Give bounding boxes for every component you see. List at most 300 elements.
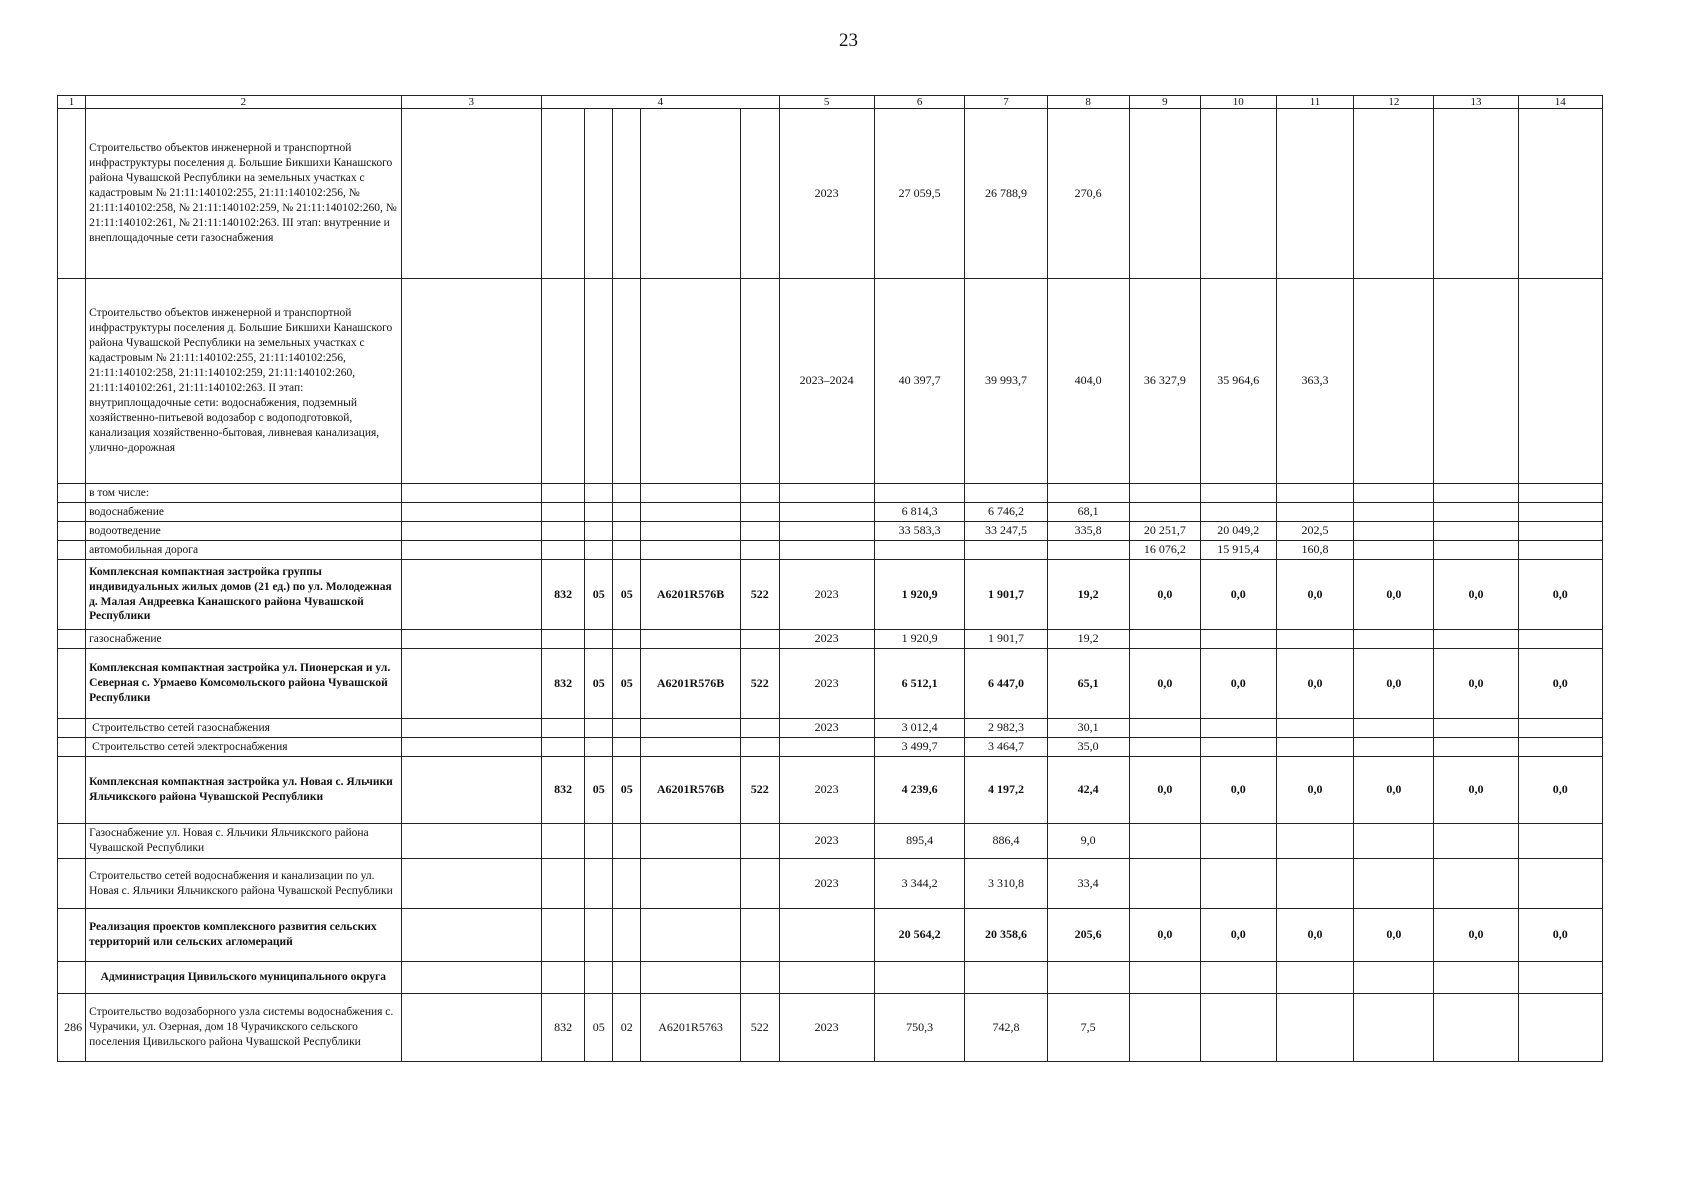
code-grbs xyxy=(541,279,584,484)
value-c7 xyxy=(965,484,1047,503)
col-3-cell xyxy=(401,541,541,560)
code-vr xyxy=(740,738,779,757)
value-c6: 750,3 xyxy=(874,994,965,1062)
code-vr: 522 xyxy=(740,560,779,630)
value-c13 xyxy=(1434,522,1518,541)
table-row xyxy=(58,560,1603,630)
code-pr xyxy=(613,909,641,962)
code-vr xyxy=(740,522,779,541)
empty-cell xyxy=(1434,962,1518,994)
value-c11 xyxy=(1276,630,1354,649)
object-name: Газоснабжение ул. Новая с. Яльчики Яльчикского района Чувашской Республики xyxy=(86,824,401,859)
empty-cell xyxy=(1354,962,1434,994)
value-c7: 20 358,6 xyxy=(965,909,1047,962)
budget-table xyxy=(57,95,1603,1062)
row-index-cell xyxy=(58,738,86,757)
object-name: водоотведение xyxy=(86,522,401,541)
value-c13: 0,0 xyxy=(1434,649,1518,719)
empty-cell xyxy=(965,962,1047,994)
value-c10 xyxy=(1200,738,1276,757)
code-rz: 05 xyxy=(585,649,613,719)
table-row xyxy=(58,824,1603,859)
row-index-cell xyxy=(58,824,86,859)
value-c9 xyxy=(1129,484,1200,503)
value-c8: 68,1 xyxy=(1047,503,1129,522)
header-col-9: 9 xyxy=(1129,96,1200,109)
value-c7: 886,4 xyxy=(965,824,1047,859)
value-c12 xyxy=(1354,824,1434,859)
code-pr: 05 xyxy=(613,757,641,824)
year-cell: 2023 xyxy=(779,109,874,279)
code-pr xyxy=(613,541,641,560)
value-c8: 33,4 xyxy=(1047,859,1129,909)
code-vr xyxy=(740,541,779,560)
col-3-cell xyxy=(401,484,541,503)
code-grbs xyxy=(541,630,584,649)
object-name: Строительство водозаборного узла системы водоснабжения с. Чурачики, ул. Озерная, дом 18 Чурачикского сельского поселения Цивильского района Чувашской Республики xyxy=(86,994,401,1062)
value-c10 xyxy=(1200,630,1276,649)
value-c11 xyxy=(1276,719,1354,738)
code-grbs: 832 xyxy=(541,994,584,1062)
table-row xyxy=(58,994,1603,1062)
code-csr: A6201R576B xyxy=(641,649,740,719)
empty-cell xyxy=(1276,962,1354,994)
value-c13 xyxy=(1434,630,1518,649)
code-vr: 522 xyxy=(740,994,779,1062)
value-c8: 65,1 xyxy=(1047,649,1129,719)
header-col-12: 12 xyxy=(1354,96,1434,109)
empty-cell xyxy=(1518,962,1602,994)
value-c6: 1 920,9 xyxy=(874,630,965,649)
value-c13 xyxy=(1434,503,1518,522)
row-index-cell xyxy=(58,909,86,962)
value-c8: 19,2 xyxy=(1047,630,1129,649)
code-csr xyxy=(641,484,740,503)
row-index-cell: 286 xyxy=(58,994,86,1062)
year-cell xyxy=(779,909,874,962)
object-name: Строительство объектов инженерной и транспортной инфраструктуры поселения д. Большие Бикшихи Канашского района Чувашской Республики на земельных участках с кадастровым № 21:11:140102:255, 21:11:140102:256, № 21:11:140102:258, № 21:11:140102:259, № 21:11:140102:260, № 21:11:140102:261, № 21:11:140102:263. III этап: внутренние и внеплощадочные сети газоснабжения xyxy=(86,109,401,279)
value-c14: 0,0 xyxy=(1518,560,1602,630)
code-csr xyxy=(641,738,740,757)
code-csr xyxy=(641,522,740,541)
value-c14 xyxy=(1518,824,1602,859)
col-3-cell xyxy=(401,560,541,630)
object-name: газоснабжение xyxy=(86,630,401,649)
code-rz xyxy=(585,738,613,757)
value-c6: 1 920,9 xyxy=(874,560,965,630)
row-index-cell xyxy=(58,484,86,503)
value-c6: 3 344,2 xyxy=(874,859,965,909)
table-row xyxy=(58,109,1603,279)
object-name: в том числе: xyxy=(86,484,401,503)
value-c11: 160,8 xyxy=(1276,541,1354,560)
value-c10: 0,0 xyxy=(1200,649,1276,719)
value-c8: 35,0 xyxy=(1047,738,1129,757)
code-rz xyxy=(585,859,613,909)
value-c10: 0,0 xyxy=(1200,757,1276,824)
row-index-cell xyxy=(58,962,86,994)
value-c13: 0,0 xyxy=(1434,757,1518,824)
row-index-cell xyxy=(58,649,86,719)
empty-cell xyxy=(1200,962,1276,994)
value-c14 xyxy=(1518,541,1602,560)
code-vr: 522 xyxy=(740,649,779,719)
value-c6: 33 583,3 xyxy=(874,522,965,541)
page-number: 23 xyxy=(839,30,858,51)
value-c14: 0,0 xyxy=(1518,909,1602,962)
table-row xyxy=(58,738,1603,757)
value-c14 xyxy=(1518,522,1602,541)
code-vr xyxy=(740,630,779,649)
value-c9: 0,0 xyxy=(1129,649,1200,719)
row-index-cell xyxy=(58,630,86,649)
value-c13 xyxy=(1434,738,1518,757)
value-c9 xyxy=(1129,109,1200,279)
value-c9 xyxy=(1129,719,1200,738)
table-row xyxy=(58,757,1603,824)
value-c11: 0,0 xyxy=(1276,649,1354,719)
code-pr xyxy=(613,719,641,738)
code-grbs xyxy=(541,824,584,859)
row-index-cell xyxy=(58,541,86,560)
col-3-cell xyxy=(401,859,541,909)
code-grbs xyxy=(541,738,584,757)
header-col-10: 10 xyxy=(1200,96,1276,109)
value-c12 xyxy=(1354,859,1434,909)
code-grbs: 832 xyxy=(541,560,584,630)
value-c11 xyxy=(1276,484,1354,503)
code-grbs xyxy=(541,503,584,522)
year-cell xyxy=(779,484,874,503)
value-c11: 363,3 xyxy=(1276,279,1354,484)
col-3-cell xyxy=(401,757,541,824)
code-rz: 05 xyxy=(585,757,613,824)
value-c14 xyxy=(1518,484,1602,503)
value-c8: 9,0 xyxy=(1047,824,1129,859)
value-c14 xyxy=(1518,859,1602,909)
year-cell: 2023 xyxy=(779,757,874,824)
code-rz xyxy=(585,484,613,503)
value-c11 xyxy=(1276,824,1354,859)
code-pr xyxy=(613,824,641,859)
empty-cell xyxy=(1129,962,1200,994)
value-c12: 0,0 xyxy=(1354,560,1434,630)
value-c6: 4 239,6 xyxy=(874,757,965,824)
value-c13 xyxy=(1434,541,1518,560)
value-c12: 0,0 xyxy=(1354,649,1434,719)
value-c6: 3 499,7 xyxy=(874,738,965,757)
value-c12 xyxy=(1354,279,1434,484)
value-c10 xyxy=(1200,484,1276,503)
empty-cell xyxy=(1047,962,1129,994)
value-c14 xyxy=(1518,719,1602,738)
code-grbs xyxy=(541,109,584,279)
value-c6: 895,4 xyxy=(874,824,965,859)
code-grbs: 832 xyxy=(541,649,584,719)
table-row xyxy=(58,541,1603,560)
value-c6: 40 397,7 xyxy=(874,279,965,484)
code-vr xyxy=(740,279,779,484)
value-c12 xyxy=(1354,109,1434,279)
value-c6 xyxy=(874,541,965,560)
code-csr xyxy=(641,541,740,560)
value-c9 xyxy=(1129,738,1200,757)
table-row xyxy=(58,719,1603,738)
value-c8: 30,1 xyxy=(1047,719,1129,738)
row-index-cell xyxy=(58,522,86,541)
table-row xyxy=(58,909,1603,962)
value-c7: 6 746,2 xyxy=(965,503,1047,522)
value-c11 xyxy=(1276,738,1354,757)
col-3-cell xyxy=(401,279,541,484)
value-c12 xyxy=(1354,738,1434,757)
year-cell: 2023 xyxy=(779,649,874,719)
year-cell xyxy=(779,541,874,560)
value-c8: 404,0 xyxy=(1047,279,1129,484)
code-pr xyxy=(613,503,641,522)
code-pr xyxy=(613,738,641,757)
object-name: автомобильная дорога xyxy=(86,541,401,560)
code-rz: 05 xyxy=(585,560,613,630)
value-c7: 1 901,7 xyxy=(965,560,1047,630)
code-pr xyxy=(613,484,641,503)
code-grbs: 832 xyxy=(541,757,584,824)
object-name: Строительство сетей водоснабжения и канализации по ул. Новая с. Яльчики Яльчикского района Чувашской Республики xyxy=(86,859,401,909)
value-c14 xyxy=(1518,738,1602,757)
year-cell xyxy=(779,522,874,541)
code-vr xyxy=(740,719,779,738)
code-csr: A6201R576B xyxy=(641,560,740,630)
row-index-cell xyxy=(58,279,86,484)
object-name: Строительство сетей электроснабжения xyxy=(86,738,401,757)
value-c10: 20 049,2 xyxy=(1200,522,1276,541)
table-row xyxy=(58,279,1603,484)
value-c7: 4 197,2 xyxy=(965,757,1047,824)
value-c10 xyxy=(1200,719,1276,738)
header-col-5: 5 xyxy=(779,96,874,109)
value-c11: 202,5 xyxy=(1276,522,1354,541)
value-c11 xyxy=(1276,994,1354,1062)
value-c10: 0,0 xyxy=(1200,560,1276,630)
code-vr: 522 xyxy=(740,757,779,824)
value-c14 xyxy=(1518,994,1602,1062)
value-c12 xyxy=(1354,994,1434,1062)
value-c6: 6 814,3 xyxy=(874,503,965,522)
row-index-cell xyxy=(58,859,86,909)
value-c6: 6 512,1 xyxy=(874,649,965,719)
value-c12 xyxy=(1354,541,1434,560)
value-c13: 0,0 xyxy=(1434,560,1518,630)
code-pr xyxy=(613,109,641,279)
code-pr: 02 xyxy=(613,994,641,1062)
value-c9: 0,0 xyxy=(1129,560,1200,630)
section-title: Администрация Цивильского муниципального округа xyxy=(86,962,401,994)
value-c9: 36 327,9 xyxy=(1129,279,1200,484)
year-cell: 2023 xyxy=(779,560,874,630)
header-col-1: 1 xyxy=(58,96,86,109)
code-grbs xyxy=(541,541,584,560)
header-col-2: 2 xyxy=(86,96,401,109)
value-c13 xyxy=(1434,109,1518,279)
code-rz xyxy=(585,503,613,522)
value-c9 xyxy=(1129,824,1200,859)
year-cell xyxy=(779,503,874,522)
value-c8 xyxy=(1047,484,1129,503)
code-pr xyxy=(613,630,641,649)
code-rz: 05 xyxy=(585,994,613,1062)
empty-cell xyxy=(541,962,584,994)
value-c7: 3 464,7 xyxy=(965,738,1047,757)
empty-cell xyxy=(613,962,641,994)
code-grbs xyxy=(541,484,584,503)
code-grbs xyxy=(541,719,584,738)
value-c7: 39 993,7 xyxy=(965,279,1047,484)
col-3-cell xyxy=(401,503,541,522)
header-col-13: 13 xyxy=(1434,96,1518,109)
value-c13 xyxy=(1434,824,1518,859)
value-c10 xyxy=(1200,503,1276,522)
object-name: водоснабжение xyxy=(86,503,401,522)
col-3-cell xyxy=(401,719,541,738)
code-rz xyxy=(585,719,613,738)
col-3-cell xyxy=(401,109,541,279)
code-vr xyxy=(740,109,779,279)
header-col-11: 11 xyxy=(1276,96,1354,109)
code-pr xyxy=(613,279,641,484)
value-c7: 1 901,7 xyxy=(965,630,1047,649)
code-rz xyxy=(585,630,613,649)
code-csr: A6201R576B xyxy=(641,757,740,824)
value-c7: 742,8 xyxy=(965,994,1047,1062)
code-vr xyxy=(740,909,779,962)
value-c7: 26 788,9 xyxy=(965,109,1047,279)
value-c14: 0,0 xyxy=(1518,757,1602,824)
value-c11 xyxy=(1276,503,1354,522)
value-c7: 6 447,0 xyxy=(965,649,1047,719)
code-csr xyxy=(641,279,740,484)
code-csr xyxy=(641,109,740,279)
value-c12 xyxy=(1354,484,1434,503)
empty-cell xyxy=(641,962,740,994)
value-c11: 0,0 xyxy=(1276,560,1354,630)
value-c12 xyxy=(1354,630,1434,649)
code-csr xyxy=(641,719,740,738)
value-c11 xyxy=(1276,109,1354,279)
value-c10 xyxy=(1200,824,1276,859)
value-c13 xyxy=(1434,279,1518,484)
value-c14 xyxy=(1518,630,1602,649)
table-row xyxy=(58,503,1603,522)
value-c8: 205,6 xyxy=(1047,909,1129,962)
year-cell: 2023 xyxy=(779,630,874,649)
value-c13 xyxy=(1434,719,1518,738)
value-c7: 3 310,8 xyxy=(965,859,1047,909)
value-c13 xyxy=(1434,994,1518,1062)
value-c7 xyxy=(965,541,1047,560)
code-pr xyxy=(613,522,641,541)
value-c10 xyxy=(1200,994,1276,1062)
code-csr: A6201R5763 xyxy=(641,994,740,1062)
value-c10: 0,0 xyxy=(1200,909,1276,962)
table-row xyxy=(58,484,1603,503)
code-rz xyxy=(585,522,613,541)
value-c9: 0,0 xyxy=(1129,757,1200,824)
code-vr xyxy=(740,503,779,522)
object-name: Строительство объектов инженерной и транспортной инфраструктуры поселения д. Большие Бикшихи Канашского района Чувашской Республики на земельных участках с кадастровым № 21:11:140102:255, 21:11:140102:256, 21:11:140102:258, 21:11:140102:259, 21:11:140102:260, 21:11:140102:261, 21:11:140102:263. II этап: внутриплощадочные сети: водоснабжения, подземный хозяйственно-питьевой водозабор с водоподготовкой, канализация хозяйственно-бытовая, ливневая канализация, улично-дорожная xyxy=(86,279,401,484)
value-c12 xyxy=(1354,522,1434,541)
code-rz xyxy=(585,824,613,859)
table-row xyxy=(58,859,1603,909)
code-csr xyxy=(641,859,740,909)
table-row xyxy=(58,649,1603,719)
col-3-cell xyxy=(401,649,541,719)
row-index-cell xyxy=(58,719,86,738)
value-c12: 0,0 xyxy=(1354,909,1434,962)
value-c9 xyxy=(1129,859,1200,909)
code-csr xyxy=(641,824,740,859)
value-c8: 19,2 xyxy=(1047,560,1129,630)
value-c9 xyxy=(1129,503,1200,522)
value-c10: 35 964,6 xyxy=(1200,279,1276,484)
empty-cell xyxy=(585,962,613,994)
object-name: Реализация проектов комплексного развития сельских территорий или сельских агломераций xyxy=(86,909,401,962)
value-c12 xyxy=(1354,503,1434,522)
value-c8: 335,8 xyxy=(1047,522,1129,541)
value-c14 xyxy=(1518,279,1602,484)
value-c13 xyxy=(1434,484,1518,503)
object-name: Комплексная компактная застройка группы индивидуальных жилых домов (21 ед.) по ул. Молодежная д. Малая Андреевка Канашского района Чувашской Республики xyxy=(86,560,401,630)
value-c14 xyxy=(1518,109,1602,279)
code-rz xyxy=(585,279,613,484)
code-vr xyxy=(740,859,779,909)
value-c12 xyxy=(1354,719,1434,738)
value-c14: 0,0 xyxy=(1518,649,1602,719)
value-c11: 0,0 xyxy=(1276,757,1354,824)
value-c14 xyxy=(1518,503,1602,522)
code-csr xyxy=(641,503,740,522)
object-name: Комплексная компактная застройка ул. Новая с. Яльчики Яльчикского района Чувашской Республики xyxy=(86,757,401,824)
value-c6: 20 564,2 xyxy=(874,909,965,962)
header-col-6: 6 xyxy=(874,96,965,109)
year-cell: 2023–2024 xyxy=(779,279,874,484)
code-csr xyxy=(641,630,740,649)
code-rz xyxy=(585,909,613,962)
value-c8: 270,6 xyxy=(1047,109,1129,279)
value-c9: 20 251,7 xyxy=(1129,522,1200,541)
header-col-4: 4 xyxy=(541,96,779,109)
value-c9 xyxy=(1129,630,1200,649)
code-grbs xyxy=(541,522,584,541)
empty-cell xyxy=(779,962,874,994)
header-col-14: 14 xyxy=(1518,96,1602,109)
value-c9 xyxy=(1129,994,1200,1062)
col-3-cell xyxy=(401,994,541,1062)
value-c6 xyxy=(874,484,965,503)
value-c7: 2 982,3 xyxy=(965,719,1047,738)
object-name: Комплексная компактная застройка ул. Пионерская и ул. Северная с. Урмаево Комсомольского района Чувашской Республики xyxy=(86,649,401,719)
value-c10 xyxy=(1200,109,1276,279)
value-c13 xyxy=(1434,859,1518,909)
value-c8: 7,5 xyxy=(1047,994,1129,1062)
code-vr xyxy=(740,484,779,503)
code-rz xyxy=(585,541,613,560)
value-c7: 33 247,5 xyxy=(965,522,1047,541)
year-cell xyxy=(779,738,874,757)
value-c11 xyxy=(1276,859,1354,909)
code-pr xyxy=(613,859,641,909)
value-c6: 27 059,5 xyxy=(874,109,965,279)
empty-cell xyxy=(740,962,779,994)
